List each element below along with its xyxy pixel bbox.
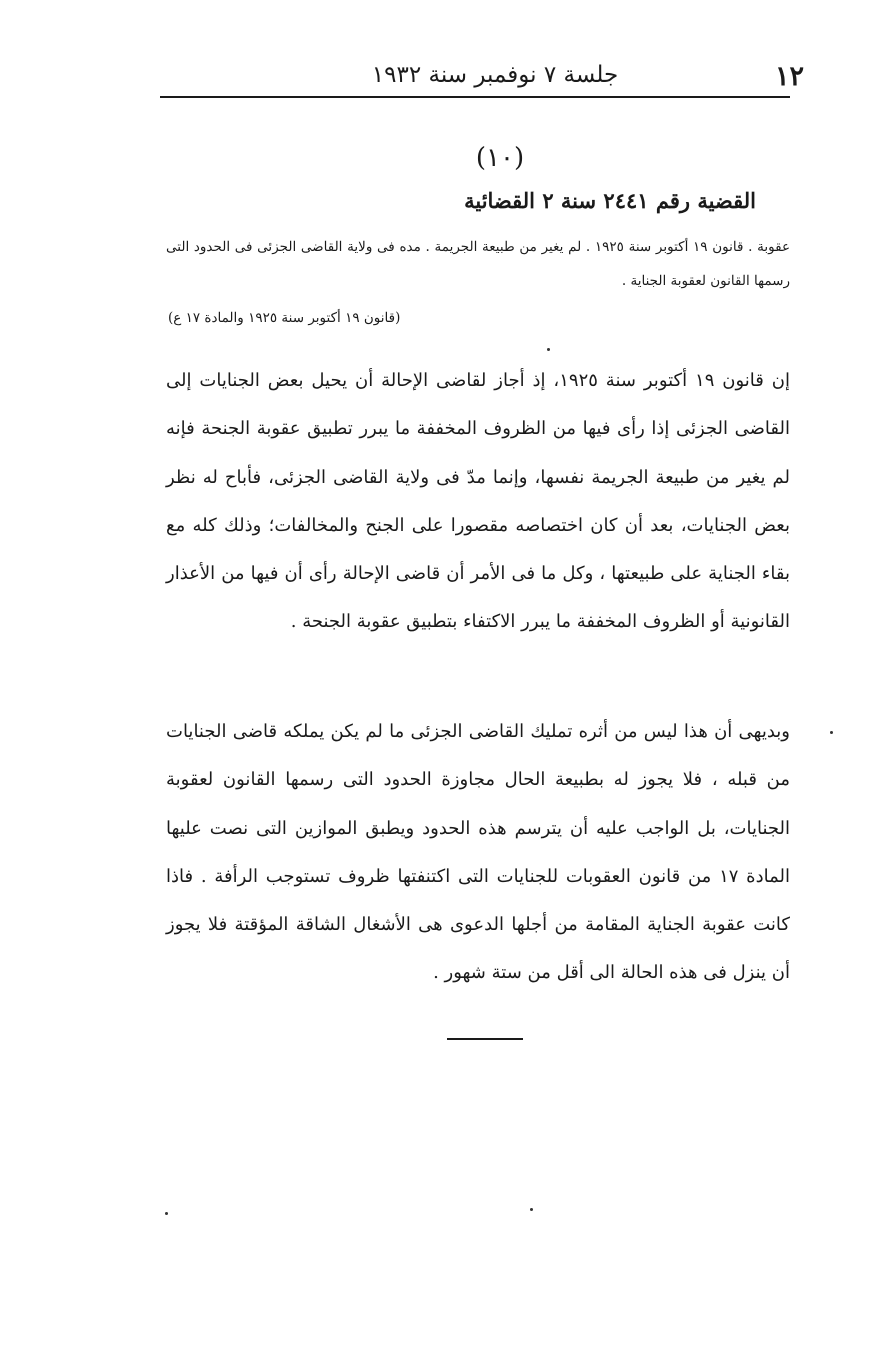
headnote: عقوبة . قانون ١٩ أكتوبر سنة ١٩٢٥ . لم يغير من طبيعة الجريمة . مده فى ولاية القاضى الجزئى فى الحدود التى رسمها القانون لعقوبة الجناية . — [166, 239, 791, 289]
case-number: (١٠) — [475, 143, 525, 173]
print-speck — [547, 348, 550, 351]
page-number: ١٢ — [774, 61, 804, 92]
body-paragraph: وبديهى أن هذا ليس من أثره تمليك القاضى الجزئى ما لم يكن يملكه قاضى الجنايات من قبله ، فلا يجوز له بطبيعة الحال مجاوزة الحدود التى رسمها القانون لعقوبة الجنايات، بل الواجب عليه أن يترسم هذه الحدود ويطبق الموازين التى نصت عليها المادة ١٧ من قانون العقوبات للجنايات التى اكتنفتها ظروف تستوجب الرأفة . فاذا كانت عقوبة الجناية المقامة من أجلها الدعوى هى الأشغال الشاقة المؤقتة فلا يجوز أن ينزل فى هذه الحالة الى أقل من ستة شهور . — [166, 721, 790, 984]
legal-citation: (قانون ١٩ أكتوبر سنة ١٩٢٥ والمادة ١٧ ع) — [168, 310, 401, 326]
header-divider — [160, 96, 790, 98]
case-title: القضية رقم ٢٤٤١ سنة ٢ القضائية — [464, 188, 756, 213]
print-speck — [830, 731, 833, 734]
running-header: جلسة ٧ نوفمبر سنة ١٩٣٢ — [371, 62, 619, 88]
print-speck — [530, 1208, 533, 1211]
body-paragraph: إن قانون ١٩ أكتوبر سنة ١٩٢٥، إذ أجاز لقاضى الإحالة أن يحيل بعض الجنايات إلى القاضى الجزئى إذا رأى فيها من الظروف المخففة ما يبرر تطبيق عقوبة الجنحة فإنه لم يغير من طبيعة الجريمة نفسها، وإنما مدّ فى ولاية القاضى الجزئى، فأباح له نظر بعض الجنايات، بعد أن كان اختصاصه مقصورا على الجنح والمخالفات؛ وذلك كله مع بقاء الجناية على طبيعتها ، وكل ما فى الأمر أن قاضى الإحالة رأى أن فيها من الأعذار القانونية أو الظروف المخففة ما يبرر الاكتفاء بتطبيق عقوبة الجنحة . — [166, 370, 791, 633]
print-speck — [165, 1212, 168, 1215]
end-divider — [447, 1038, 523, 1040]
